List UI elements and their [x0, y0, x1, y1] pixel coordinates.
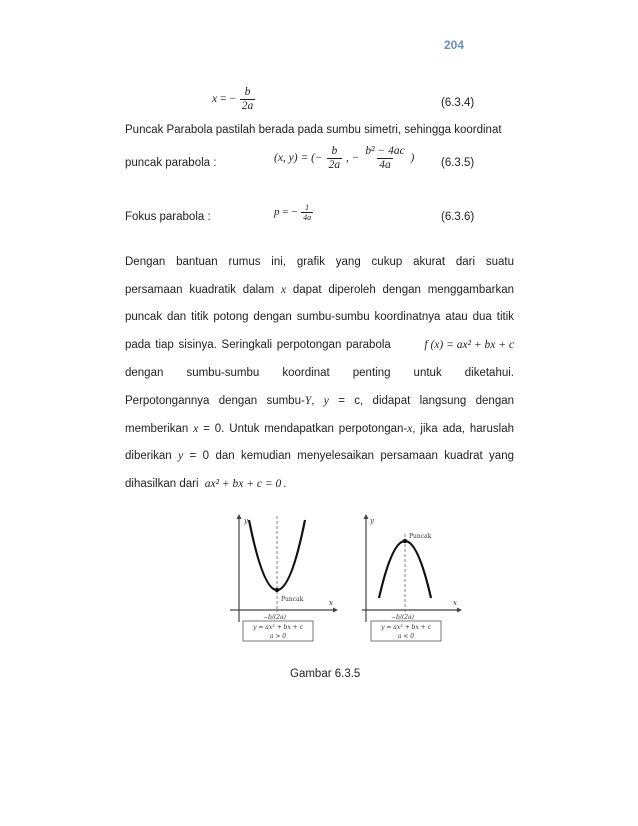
equation-vertex-point: [274, 145, 414, 172]
p4-text: pada tiap sisinya. Seringkali perpotongan parabola: [125, 339, 391, 351]
eq1-fraction: [240, 86, 256, 113]
eq2-num1: b: [331, 145, 338, 157]
vertex-point: [275, 588, 279, 592]
paragraph-line-6: [125, 394, 514, 408]
eq2-close: ): [410, 152, 415, 165]
paragraph-line-1: Dengan bantuan rumus ini, grafik yang cukup akurat dari suatu: [125, 256, 514, 268]
label-puncak-parabola: puncak parabola :: [125, 157, 217, 169]
paragraph-line-5: dengan sumbu-sumbu koordinat penting untuk diketahui.: [125, 367, 514, 379]
graph-upward-parabola: [225, 512, 340, 642]
eq1-number: (6.3.4): [441, 97, 475, 109]
paragraph-line-7: [125, 422, 514, 436]
eq1-denominator: 2a: [241, 100, 254, 112]
paragraph-line-2: [125, 283, 514, 297]
eq2-number: (6.3.5): [441, 157, 475, 169]
p7-text-a: memberikan: [125, 423, 194, 435]
p2-text-a: persamaan kuadratik dalam: [125, 284, 281, 296]
p9-formula: ax² + bx + c = 0: [204, 478, 282, 490]
vertex-label: Puncak: [409, 533, 432, 540]
eq3-numerator: 1: [305, 203, 310, 212]
eq3-denominator: 4a: [303, 213, 312, 222]
p4-formula: f (x) = ax² + bx + c: [424, 339, 514, 351]
tick-label: −b/(2a): [263, 614, 286, 621]
x-axis-arrow-icon: [457, 608, 462, 613]
box-equation: y = ax² + bx + c: [381, 624, 431, 631]
p8-text-c: = 0 dan kemudian menyelesaikan persamaan kuadrat yang: [183, 450, 514, 462]
paragraph-line-3: puncak dan titik potong dengan sumbu-sumbu koordinatnya atau dua titik: [125, 311, 514, 323]
eq1-eq: = −: [219, 93, 236, 106]
eq3-eq: = −: [282, 206, 298, 219]
y-axis-arrow-icon: [364, 514, 369, 519]
figure-caption: Gambar 6.3.5: [290, 668, 361, 680]
vertex-point: [403, 539, 407, 543]
x-axis-label: x: [329, 599, 333, 607]
equation-vertex-x: [212, 86, 256, 113]
p2-var-x: x: [280, 284, 287, 296]
p7-var-x2: x: [407, 423, 413, 435]
page-number: 204: [444, 38, 465, 52]
eq3-fraction: [301, 203, 313, 222]
p9-text: dihasilkan dari: [125, 478, 199, 490]
eq2-den2: 4a: [379, 159, 391, 171]
paragraph-line-4: [125, 338, 514, 352]
parabola-curve: [249, 520, 305, 590]
y-axis-arrow-icon: [237, 514, 242, 519]
equation-focus: [274, 203, 314, 222]
graph-downward-parabola: [357, 512, 472, 642]
p8-var-y: y: [178, 450, 184, 462]
box-equation: y = ax² + bx + c: [253, 624, 303, 631]
eq2-fraction-1: [327, 145, 343, 172]
p2-text-c: dapat diperoleh dengan menggambarkan: [286, 284, 514, 296]
p7-text-c: = 0. Untuk mendapatkan perpotongan-: [198, 423, 408, 435]
box-condition: a < 0: [397, 633, 415, 640]
eq3-lhs: p: [274, 206, 280, 219]
p7-var-x: x: [193, 423, 199, 435]
y-axis-label: y: [370, 517, 374, 525]
eq2-den1: 2a: [328, 159, 341, 171]
tick-label: −b/(2a): [391, 614, 414, 621]
p7-text-e: , jika ada, haruslah: [412, 423, 514, 435]
p6-text-a: Perpotongannya dengan sumbu-: [125, 395, 305, 407]
eq2-prefix: (x, y) = (−: [274, 152, 323, 165]
box-condition: a > 0: [269, 633, 287, 640]
eq2-mid: , −: [345, 152, 360, 165]
paragraph-line-9: [125, 477, 286, 491]
x-axis-label: x: [453, 599, 457, 607]
vertex-label: Puncak: [281, 596, 304, 603]
label-fokus-parabola: Fokus parabola :: [125, 211, 211, 223]
p6-text-e: = c, didapat langsung dengan: [328, 395, 515, 407]
p6-text-c: ,: [311, 395, 324, 407]
paragraph-line-8: [125, 449, 514, 463]
eq1-lhs: x: [212, 93, 218, 106]
eq2-fraction-2: [363, 145, 406, 172]
p6-var-y: y: [323, 395, 329, 407]
eq2-num2: b² − 4ac: [365, 145, 405, 157]
p6-var-y-axis: Y: [304, 395, 312, 407]
p9-end: .: [283, 478, 287, 490]
p8-text-a: diberikan: [125, 450, 179, 462]
paragraph-line-puncak: Puncak Parabola pastilah berada pada sumbu simetri, sehingga koordinat: [125, 124, 502, 136]
y-axis-label: y: [244, 517, 248, 525]
x-axis-arrow-icon: [333, 608, 338, 613]
eq3-number: (6.3.6): [441, 211, 475, 223]
eq1-numerator: b: [244, 86, 251, 98]
